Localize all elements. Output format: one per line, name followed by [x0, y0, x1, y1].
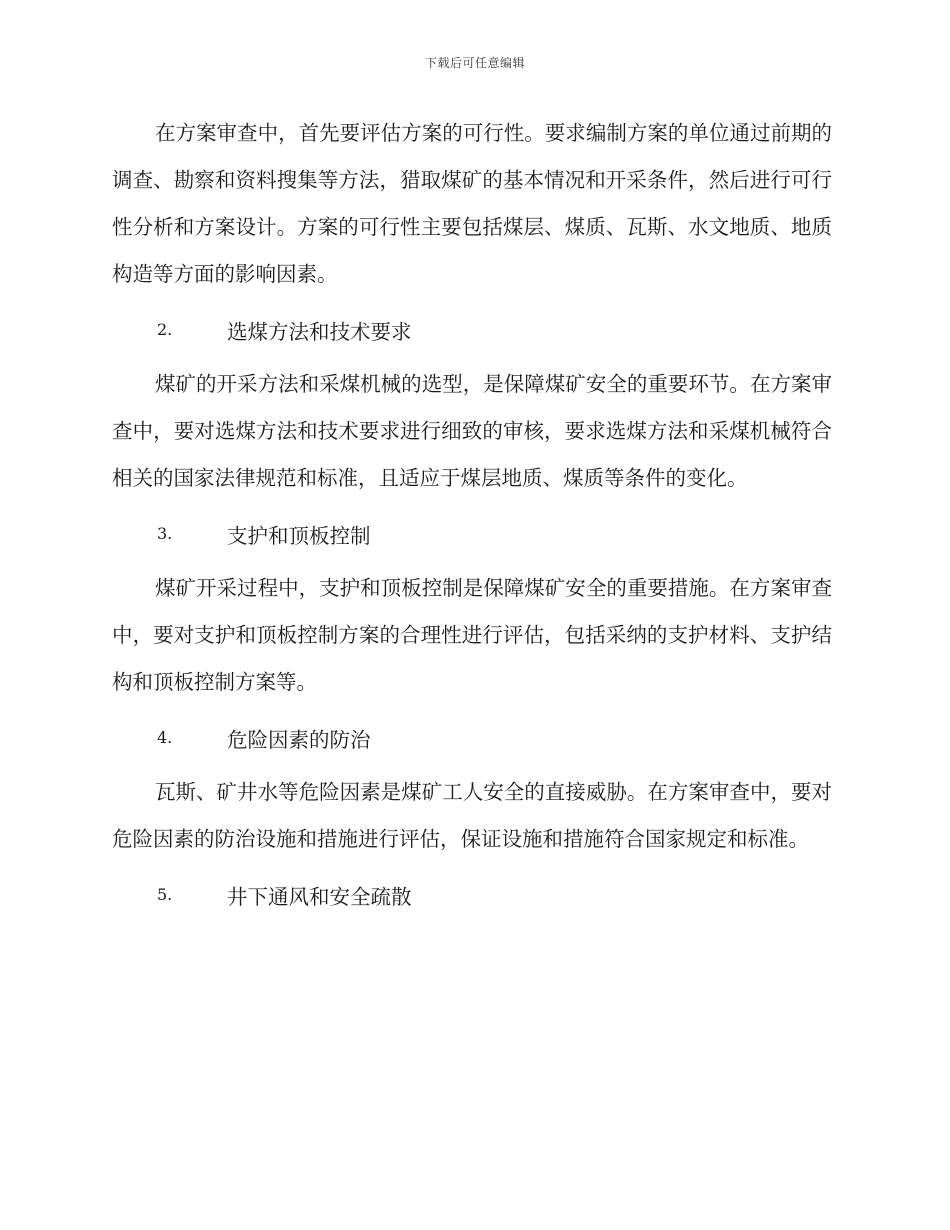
section-number: 4.	[157, 728, 173, 747]
section-title: 选煤方法和技术要求	[227, 319, 412, 344]
section-number: 3.	[157, 524, 173, 543]
paragraph-feasibility: 在方案审查中，首先要评估方案的可行性。要求编制方案的单位通过前期的调查、勘察和资料搜集等方法，猎取煤矿的基本情况和开采条件，然后进行可行性分析和方案设计。方案的可行性主要包括煤层、煤质、瓦斯、水文地质、地质构造等方面的影响因素。	[112, 121, 832, 286]
section-heading-3	[112, 510, 832, 557]
section-number: 2.	[157, 320, 173, 339]
page-header-note: 下载后可任意编辑	[424, 56, 525, 70]
section-number: 5.	[157, 885, 173, 904]
section-title: 支护和顶板控制	[227, 523, 371, 548]
section-title: 井下通风和安全疏散	[227, 884, 412, 909]
paragraph-mining-method: 煤矿的开采方法和采煤机械的选型，是保障煤矿安全的重要环节。在方案审查中，要对选煤方法和技术要求进行细致的审核，要求选煤方法和采煤机械符合相关的国家法律规范和标准，且适应于煤层地质、煤质等条件的变化。	[112, 372, 832, 490]
paragraph-hazard-control: 瓦斯、矿井水等危险因素是煤矿工人安全的直接威胁。在方案审查中，要对危险因素的防治设施和措施进行评估，保证设施和措施符合国家规定和标准。	[112, 780, 832, 851]
section-heading-4	[112, 714, 832, 761]
paragraph-support-roof: 煤矿开采过程中，支护和顶板控制是保障煤矿安全的重要措施。在方案审查中，要对支护和顶板控制方案的合理性进行评估，包括采纳的支护材料、支护结构和顶板控制方案等。	[112, 576, 832, 694]
section-heading-2	[112, 306, 832, 353]
document-body	[112, 110, 832, 926]
section-heading-5	[112, 871, 832, 918]
section-title: 危险因素的防治	[227, 727, 371, 752]
